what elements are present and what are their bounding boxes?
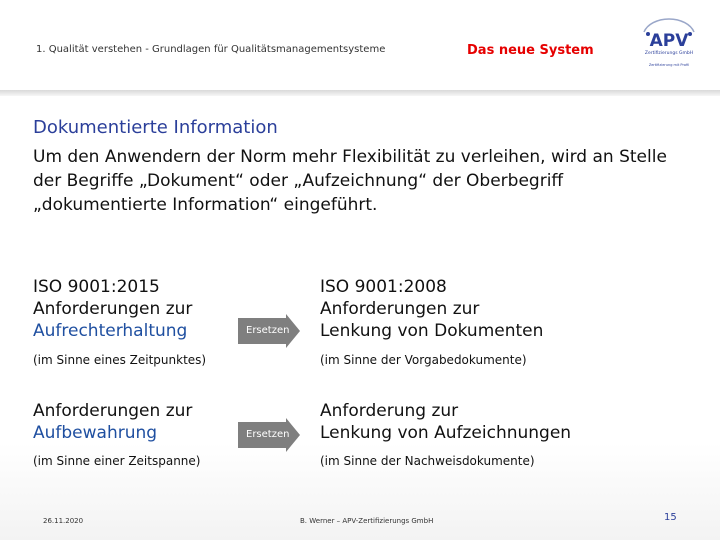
row2-right-line1: Anforderung zur <box>320 401 459 421</box>
intro-paragraph: Um den Anwendern der Norm mehr Flexibilität zu verleihen, wird an Stelle der Begriffe „Dokument“ oder „Aufzeichnung“ der Oberbegriff „dokumentierte Information“ eingeführt. <box>33 147 667 215</box>
row2-right-note: (im Sinne der Nachweisdokumente) <box>320 454 535 468</box>
row2-arrow-label: Ersetzen <box>246 429 290 440</box>
footer-author: B. Werner – APV-Zertifizierungs GmbH <box>300 517 434 525</box>
content-heading: Dokumentierte Information <box>33 117 278 138</box>
page-number: 15 <box>664 512 677 523</box>
row1-left-note: (im Sinne eines Zeitpunktes) <box>33 353 207 367</box>
row1-right-block <box>320 276 543 342</box>
row2-left-block <box>33 400 192 444</box>
breadcrumb: 1. Qualität verstehen - Grundlagen für Qualitätsmanagementsysteme <box>36 44 386 55</box>
row1-right-line1: ISO 9001:2008 <box>320 277 447 297</box>
row1-left-block <box>33 276 192 342</box>
row1-left-line1: ISO 9001:2015 <box>33 277 160 297</box>
row2-left-line1: Anforderungen zur <box>33 401 193 421</box>
row1-right-line3: Lenkung von Dokumenten <box>320 321 544 341</box>
row2-right-line2: Lenkung von Aufzeichnungen <box>320 423 572 443</box>
row1-right-note: (im Sinne der Vorgabedokumente) <box>320 353 527 367</box>
row1-left-line2: Anforderungen zur <box>33 299 193 319</box>
apv-logo <box>634 12 704 72</box>
row2-left-line2: Aufbewahrung <box>33 423 158 443</box>
logo-dot-right <box>688 32 692 36</box>
logo-text: APV <box>649 31 689 51</box>
section-title: Das neue System <box>467 43 594 58</box>
row1-left-line3: Aufrechterhaltung <box>33 321 188 341</box>
row2-right-block <box>320 400 571 444</box>
row2-left-note: (im Sinne einer Zeitspanne) <box>33 454 201 468</box>
logo-tagline: Zertifizierung mit Profil <box>648 63 690 67</box>
logo-subtitle: Zertifizierungs GmbH <box>644 51 694 56</box>
header-divider <box>0 90 720 96</box>
row1-right-line2: Anforderungen zur <box>320 299 480 319</box>
row1-arrow-label: Ersetzen <box>246 325 290 336</box>
footer-date: 26.11.2020 <box>43 517 84 525</box>
